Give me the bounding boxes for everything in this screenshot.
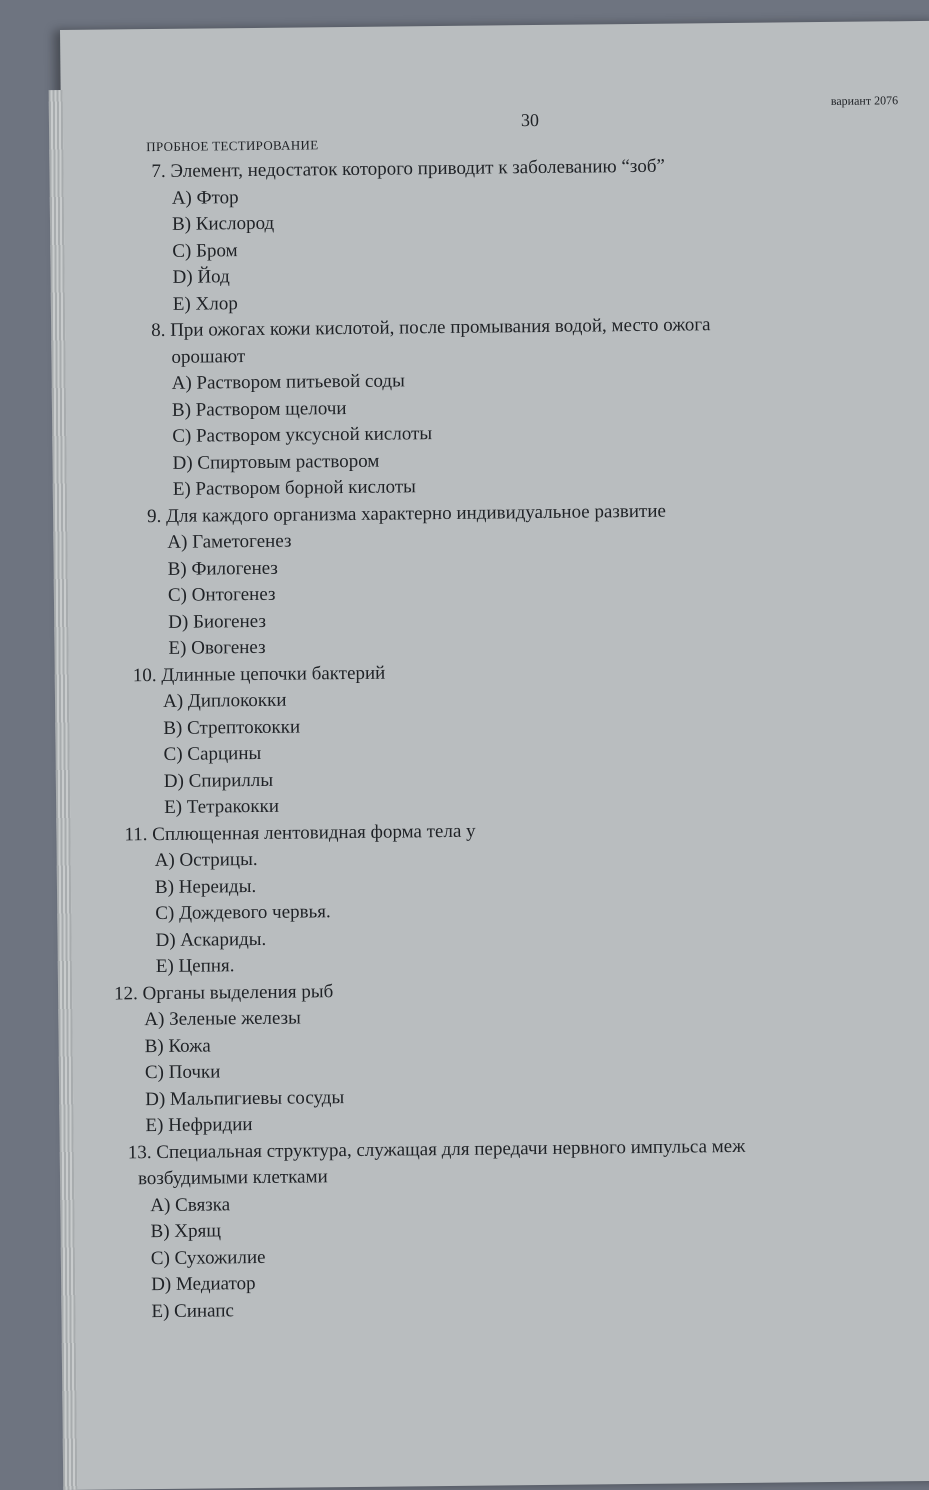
answer-option: E) Раствором борной кислоты <box>172 476 416 500</box>
answer-option: D) Йод <box>172 266 230 288</box>
question-text-continuation: возбудимыми клетками <box>137 1166 328 1190</box>
answer-option: D) Аскариды. <box>155 928 267 951</box>
answer-option: D) Медиатор <box>151 1273 256 1296</box>
answer-option: B) Стрептококки <box>163 716 301 739</box>
answer-option: C) Дождевого червья. <box>155 901 331 925</box>
page-number: 30 <box>520 109 540 131</box>
question-7 <box>61 151 929 319</box>
answer-option: D) Спиртовым раствором <box>172 450 380 474</box>
answer-option: C) Почки <box>144 1061 221 1084</box>
question-10 <box>67 654 929 822</box>
answer-option: B) Кожа <box>144 1034 211 1057</box>
question-list <box>61 151 929 1326</box>
test-title: ПРОБНОЕ ТЕСТИРОВАНИЕ <box>146 137 319 155</box>
answer-option: B) Хрящ <box>150 1220 222 1243</box>
question-9 <box>65 495 929 663</box>
answer-option: C) Сарцины <box>163 742 262 765</box>
question-text: 13. Специальная структура, служащая для передачи нервного импульса меж <box>127 1135 746 1163</box>
answer-option: A) Раствором питьевой соды <box>171 370 405 394</box>
question-text: 9. Для каждого организма характерно индивидуальное развитие <box>146 500 667 527</box>
answer-option: A) Острицы. <box>154 848 258 872</box>
variant-label: вариант 2076 <box>830 93 899 108</box>
answer-option: A) Зеленые железы <box>144 1007 301 1031</box>
answer-option: B) Раствором щелочи <box>171 397 347 421</box>
question-11 <box>68 813 929 981</box>
question-text: 12. Органы выделения рыб <box>113 980 334 1004</box>
question-text-continuation: орошают <box>171 345 246 368</box>
question-12 <box>70 972 929 1140</box>
question-text: 8. При ожогах кожи кислотой, после промывания водой, место ожога <box>151 314 711 342</box>
question-8 <box>63 310 929 505</box>
answer-option: D) Биогенез <box>168 610 267 633</box>
question-text: 7. Элемент, недостаток которого приводит к заболеванию “зоб” <box>151 155 665 183</box>
answer-option: B) Филогенез <box>167 557 278 580</box>
answer-option: E) Овогенез <box>168 636 266 659</box>
answer-option: C) Сухожилие <box>150 1246 266 1269</box>
answer-option: D) Спириллы <box>163 769 274 792</box>
answer-option: E) Нефридии <box>145 1114 253 1137</box>
answer-option: E) Цепня. <box>155 955 235 978</box>
question-text: 11. Сплющенная лентовидная форма тела у <box>124 820 476 845</box>
answer-option: C) Раствором уксусной кислоты <box>172 423 433 447</box>
answer-option: A) Связка <box>150 1193 231 1216</box>
answer-option: C) Онтогенез <box>167 583 276 606</box>
answer-option: D) Мальпигиевы сосуды <box>145 1086 345 1110</box>
answer-option: E) Тетракокки <box>164 795 280 818</box>
answer-option: A) Гаметогенез <box>167 530 292 553</box>
answer-option: B) Кислород <box>171 212 275 235</box>
answer-option: E) Хлор <box>172 292 238 315</box>
answer-option: A) Диплококки <box>162 689 287 712</box>
answer-option: A) Фтор <box>171 186 239 209</box>
test-page <box>60 21 929 1490</box>
question-text: 10. Длинные цепочки бактерий <box>132 662 386 686</box>
answer-option: E) Синапс <box>151 1299 235 1322</box>
question-13 <box>72 1131 929 1326</box>
answer-option: B) Нереиды. <box>154 875 257 898</box>
answer-option: C) Бром <box>172 239 238 262</box>
